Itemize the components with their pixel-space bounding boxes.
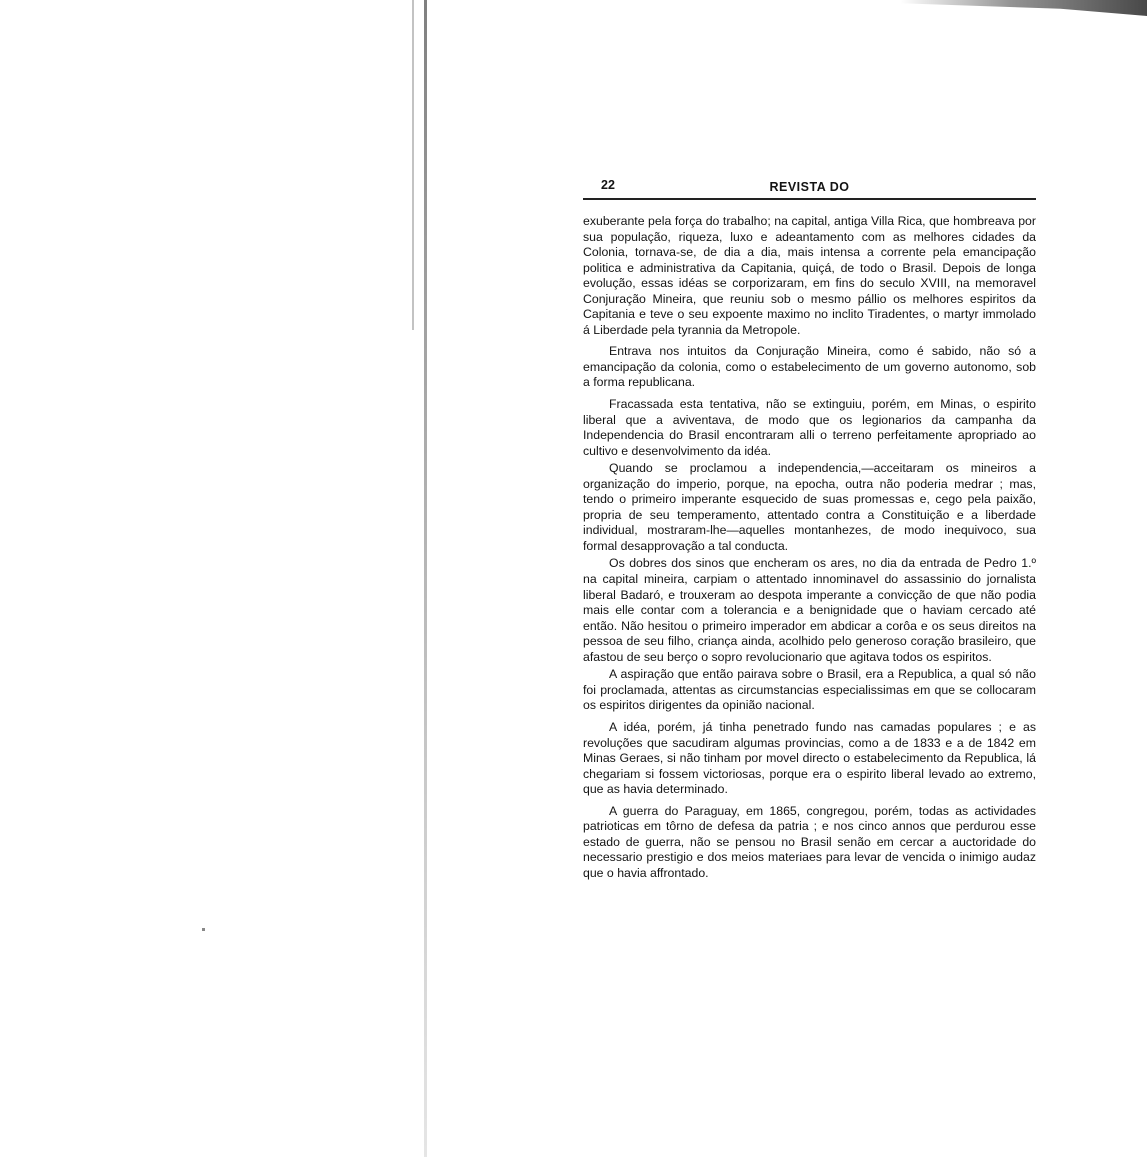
paragraph-4: Quando se proclamou a independencia,—acceitaram os mineiros a organização do imperio, porque, na epocha, outra não poderia medrar ; mas, tendo o primeiro imperante esquecido de suas promessas e, cego pela paixão, propria de seu temperamento, attentado contra a Constituição e a liberdade individual, mostraram-lhe—aquelles montanhezes, de modo inequivoco, sua formal desapprovação a tal conducta.	[583, 461, 1036, 553]
scan-smudge	[900, 0, 1147, 16]
paragraph-7: A idéa, porém, já tinha penetrado fundo nas camadas populares ; e as revoluções que sacudiram algumas provincias, como a de 1833 e a de 1842 em Minas Geraes, si não tinham por movel directo o estabelecimento da Republica, lá chegariam si fossem victoriosas, porque era o espirito liberal levado ao extremo, que as havia determinado.	[583, 719, 1036, 797]
body-text	[583, 214, 1036, 881]
paragraph-1: exuberante pela força do trabalho; na capital, antiga Villa Rica, que hombreava por sua população, riqueza, luxo e adeantamento com as melhores cidades da Colonia, tornava-se, de dia a dia, mais intensa a corrente pela emancipação politica e administrativa da Capitania, quiçá, de todo o Brasil. Depois de longa evolução, essas idéas se corporizaram, em fins do seculo XVIII, na memoravel Conjuração Mineira, que reuniu sob o mesmo pállio os melhores espiritos da Capitania e teve o seu expoente maximo no inclito Tiradentes, o martyr immolado á Liberdade pela tyrannia da Metropole.	[583, 214, 1036, 337]
paragraph-2: Entrava nos intuitos da Conjuração Mineira, como é sabido, não só a emancipação da colonia, como o estabelecimento de um governo autonomo, sob a forma republicana.	[583, 344, 1036, 390]
book-spine-edge	[412, 0, 414, 330]
book-spine-shadow	[424, 0, 427, 1157]
journal-title: REVISTA DO	[769, 180, 850, 194]
book-page	[583, 172, 1036, 887]
scan-speck	[202, 928, 205, 931]
paragraph-3: Fracassada esta tentativa, não se extinguiu, porém, em Minas, o espirito liberal que a aviventava, de modo que os legionarios da campanha da Independencia do Brasil encontraram alli o terreno perfeitamente apropriado ao cultivo e desenvolvimento da idéa.	[583, 397, 1036, 458]
paragraph-5: Os dobres dos sinos que encheram os ares, no dia da entrada de Pedro 1.º na capital mineira, carpiam o attentado innominavel do assassinio do jornalista liberal Badaró, e trouxeram ao despota imperante a convicção de que não podia mais elle contar com a tolerancia e a benignidade que o haviam cercado até então. Não hesitou o primeiro imperador em abdicar a corôa e os seus direitos na pessoa de seu filho, criança ainda, acolhido pelo generoso coração brasileiro, que afastou de seu berço o sopro revolucionario que agitava todos os espiritos.	[583, 556, 1036, 664]
page-number: 22	[601, 178, 615, 192]
running-header	[583, 172, 1036, 200]
paragraph-6: A aspiração que então pairava sobre o Brasil, era a Republica, a qual só não foi proclamada, attentas as circumstancias especialissimas em que se collocaram os espiritos dirigentes da opinião nacional.	[583, 667, 1036, 713]
paragraph-8: A guerra do Paraguay, em 1865, congregou, porém, todas as actividades patrioticas em tôrno de defesa da patria ; e nos cinco annos que perdurou esse estado de guerra, não se pensou no Brasil senão em cercar a auctoridade do necessario prestigio e dos meios materiaes para levar de vencida o inimigo audaz que o havia affrontado.	[583, 803, 1036, 880]
